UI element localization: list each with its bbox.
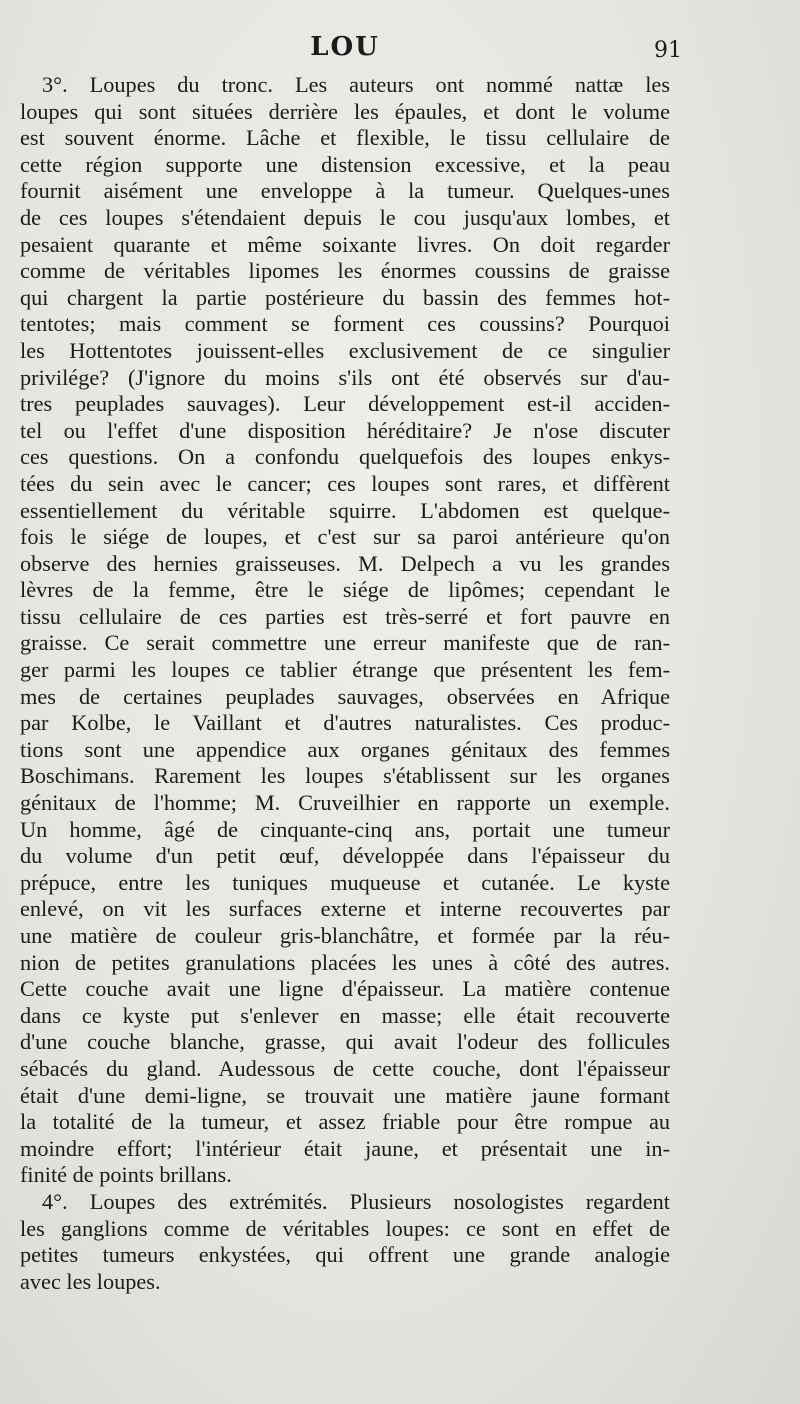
text-line: mes de certaines peuplades sauvages, observées en Afrique — [20, 683, 670, 709]
text-line: dans ce kyste put s'enlever en masse; elle était recouverte — [20, 1002, 670, 1028]
text-line: ger parmi les loupes ce tablier étrange que présentent les fem- — [20, 657, 670, 683]
text-line: est souvent énorme. Lâche et flexible, le tissu cellulaire de — [20, 125, 670, 151]
text-line: observe des hernies graisseuses. M. Delpech a vu les grandes — [20, 550, 670, 576]
text-line: loupes qui sont situées derrière les épaules, et dont le volume — [20, 98, 670, 124]
body-text — [20, 72, 670, 1295]
text-line: 3°. Loupes du tronc. Les auteurs ont nommé nattæ les — [42, 72, 670, 97]
text-line: fois le siége de loupes, et c'est sur sa paroi antérieure qu'on — [20, 524, 670, 550]
text-line: pesaient quarante et même soixante livres. On doit regarder — [20, 231, 670, 257]
text-line: essentiellement du véritable squirre. L'abdomen est quelque- — [20, 497, 670, 523]
text-line: privilége? (J'ignore du moins s'ils ont été observés sur d'au- — [20, 364, 670, 390]
text-line: était d'une demi-ligne, se trouvait une matière jaune formant — [20, 1082, 670, 1108]
text-line: fournit aisément une enveloppe à la tumeur. Quelques-unes — [20, 178, 670, 204]
text-line: Boschimans. Rarement les loupes s'établissent sur les organes — [20, 763, 670, 789]
text-line: de ces loupes s'étendaient depuis le cou jusqu'aux lombes, et — [20, 204, 670, 230]
page-header — [0, 30, 800, 70]
text-line: nion de petites granulations placées les unes à côté des autres. — [20, 949, 670, 975]
text-line: par Kolbe, le Vaillant et d'autres naturalistes. Ces produc- — [20, 710, 670, 736]
text-line: graisse. Ce serait commettre une erreur manifeste que de ran- — [20, 630, 670, 656]
running-head: LOU — [310, 32, 380, 62]
text-line: moindre effort; l'intérieur était jaune, et présentait une in- — [20, 1135, 670, 1161]
text-line: du volume d'un petit œuf, développée dans l'épaisseur du — [20, 843, 670, 869]
text-line: lèvres de la femme, être le siége de lipômes; cependant le — [20, 577, 670, 603]
text-line: les Hottentotes jouissent-elles exclusivement de ce singulier — [20, 337, 670, 363]
text-line: tions sont une appendice aux organes génitaux des femmes — [20, 736, 670, 762]
text-line: 4°. Loupes des extrémités. Plusieurs nosologistes regardent — [42, 1188, 670, 1214]
text-line: enlevé, on vit les surfaces externe et interne recouvertes par — [20, 896, 670, 922]
page-number: 91 — [654, 38, 682, 63]
text-line: prépuce, entre les tuniques muqueuse et cutanée. Le kyste — [20, 869, 670, 895]
text-line: une matière de couleur gris-blanchâtre, et formée par la réu- — [20, 923, 670, 948]
text-line: la totalité de la tumeur, et assez friable pour être rompue au — [20, 1109, 670, 1135]
text-line: ces questions. On a confondu quelquefois des loupes enkys- — [20, 444, 670, 470]
text-line: qui chargent la partie postérieure du bassin des femmes hot- — [20, 284, 670, 310]
text-line: tres peuplades sauvages). Leur développement est-il acciden- — [20, 391, 670, 417]
text-line: tissu cellulaire de ces parties est très-serré et fort pauvre en — [20, 603, 670, 629]
text-line: d'une couche blanche, grasse, qui avait l'odeur des follicules — [20, 1029, 670, 1055]
text-line: cette région supporte une distension excessive, et la peau — [20, 151, 670, 177]
text-line: tel ou l'effet d'une disposition héréditaire? Je n'ose discuter — [20, 417, 670, 443]
text-line: Cette couche avait une ligne d'épaisseur. La matière contenue — [20, 976, 670, 1002]
text-line: finité de points brillans. — [20, 1162, 232, 1188]
text-line: les ganglions comme de véritables loupes: ce sont en effet de — [20, 1215, 670, 1241]
text-line: sébacés du gland. Audessous de cette couche, dont l'épaisseur — [20, 1055, 670, 1081]
text-line: Un homme, âgé de cinquante-cinq ans, portait une tumeur — [20, 816, 670, 842]
text-line: tentotes; mais comment se forment ces coussins? Pourquoi — [20, 311, 670, 337]
text-line: génitaux de l'homme; M. Cruveilhier en rapporte un exemple. — [20, 790, 670, 816]
text-line: avec les loupes. — [20, 1268, 161, 1294]
text-line: comme de véritables lipomes les énormes coussins de graisse — [20, 258, 670, 284]
text-line: petites tumeurs enkystées, qui offrent une grande analogie — [20, 1242, 670, 1268]
text-line: tées du sein avec le cancer; ces loupes sont rares, et diffèrent — [20, 470, 670, 496]
